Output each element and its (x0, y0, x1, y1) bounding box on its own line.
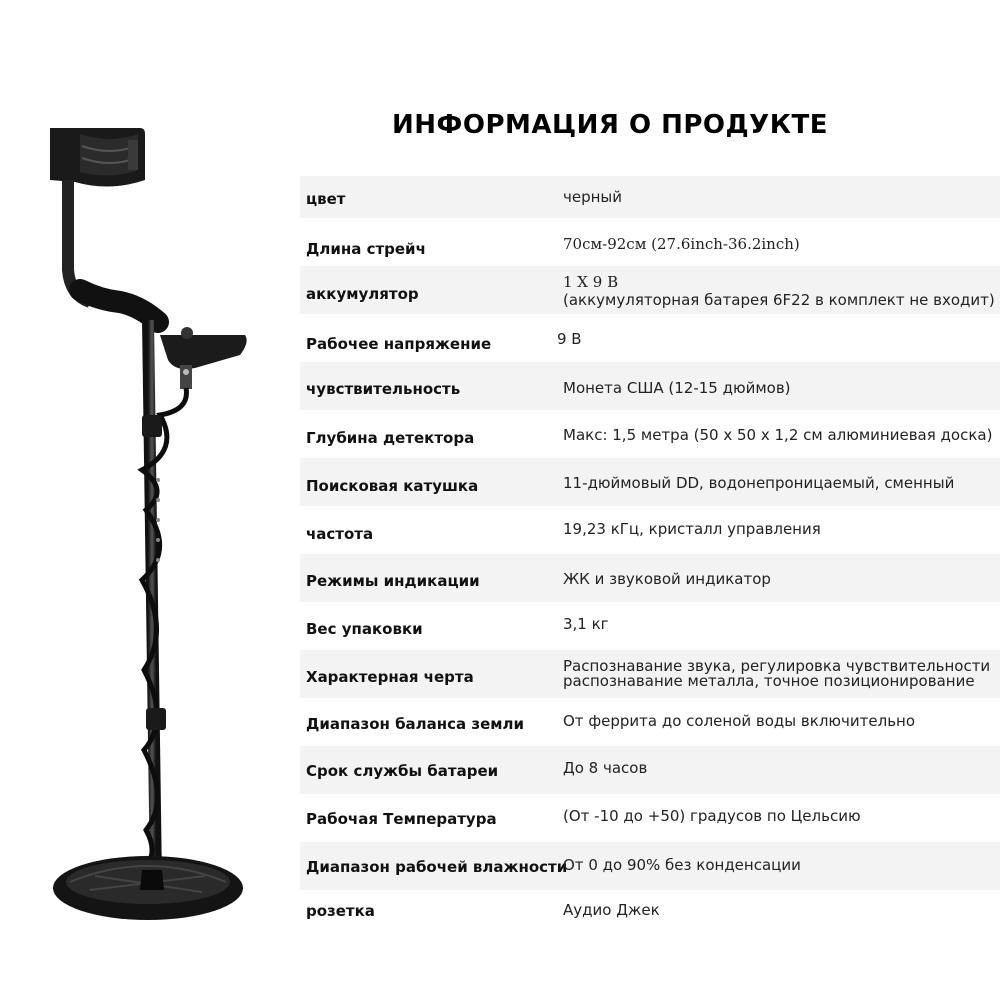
spec-label: частота (306, 525, 374, 543)
foam-grip (80, 290, 158, 322)
spec-label: цвет (306, 190, 346, 208)
spec-label: Диапазон баланса земли (306, 715, 525, 733)
spec-label: Диапазон рабочей влажности (306, 858, 568, 876)
spec-value: 70см-92см (27.6inch-36.2inch) (563, 235, 800, 253)
spec-value: Аудио Джек (563, 901, 660, 919)
spec-value: Макс: 1,5 метра (50 х 50 х 1,2 см алюминиевая доска) (563, 426, 993, 444)
spec-row (300, 314, 1000, 362)
spec-label: Поисковая катушка (306, 477, 479, 495)
search-coil (53, 856, 243, 920)
spec-label: Режимы индикации (306, 572, 480, 590)
spec-value: 3,1 кг (563, 615, 609, 633)
arm-cuff (50, 128, 145, 187)
spec-value-note: распознавание металла, точное позиционирование (563, 672, 975, 690)
spec-value: 19,23 кГц, кристалл управления (563, 520, 821, 538)
spec-label: Длина стрейч (306, 240, 426, 258)
spec-label: розетка (306, 902, 375, 920)
spec-value: 11-дюймовый DD, водонепроницаемый, сменный (563, 474, 955, 492)
spec-row (300, 218, 1000, 266)
spec-label: Срок службы батареи (306, 762, 499, 780)
spec-label: Характерная черта (306, 668, 474, 686)
page-title: ИНФОРМАЦИЯ О ПРОДУКТЕ (392, 110, 828, 140)
spec-label: Глубина детектора (306, 429, 475, 447)
spec-row (300, 362, 1000, 410)
spec-row (300, 698, 1000, 746)
spec-value: До 8 часов (563, 759, 648, 777)
spec-row (300, 746, 1000, 794)
spec-row (300, 506, 1000, 554)
spec-value-note: (аккумуляторная батарея 6F22 в комплект не входит) (563, 291, 995, 309)
spec-row (300, 266, 1000, 314)
spec-label: чувствительность (306, 380, 461, 398)
spec-row (300, 650, 1000, 698)
control-box (160, 327, 247, 389)
spec-value: 9 В (557, 330, 582, 348)
spec-label: Рабочая Температура (306, 810, 497, 828)
spec-row (300, 842, 1000, 890)
spec-row (300, 410, 1000, 458)
spec-value: От феррита до соленой воды включительно (563, 712, 916, 730)
spec-value: 1 X 9 В (563, 273, 619, 291)
spec-label: аккумулятор (306, 285, 419, 303)
spec-label: Рабочее напряжение (306, 335, 492, 353)
spec-row (300, 602, 1000, 650)
spec-row (300, 554, 1000, 602)
spec-value: ЖК и звуковой индикатор (563, 570, 771, 588)
spec-row (300, 458, 1000, 506)
spec-label: Вес упаковки (306, 620, 423, 638)
spec-row (300, 890, 1000, 938)
spec-value: Монета США (12-15 дюймов) (563, 379, 791, 397)
spec-row (300, 176, 1000, 218)
spec-value: От 0 до 90% без конденсации (563, 856, 801, 874)
spec-value: Распознавание звука, регулировка чувствительности (563, 657, 991, 675)
spec-row (300, 794, 1000, 842)
spec-value: (От -10 до +50) градусов по Цельсию (563, 807, 861, 825)
metal-detector-image (30, 110, 280, 930)
spec-value: черный (563, 188, 623, 206)
